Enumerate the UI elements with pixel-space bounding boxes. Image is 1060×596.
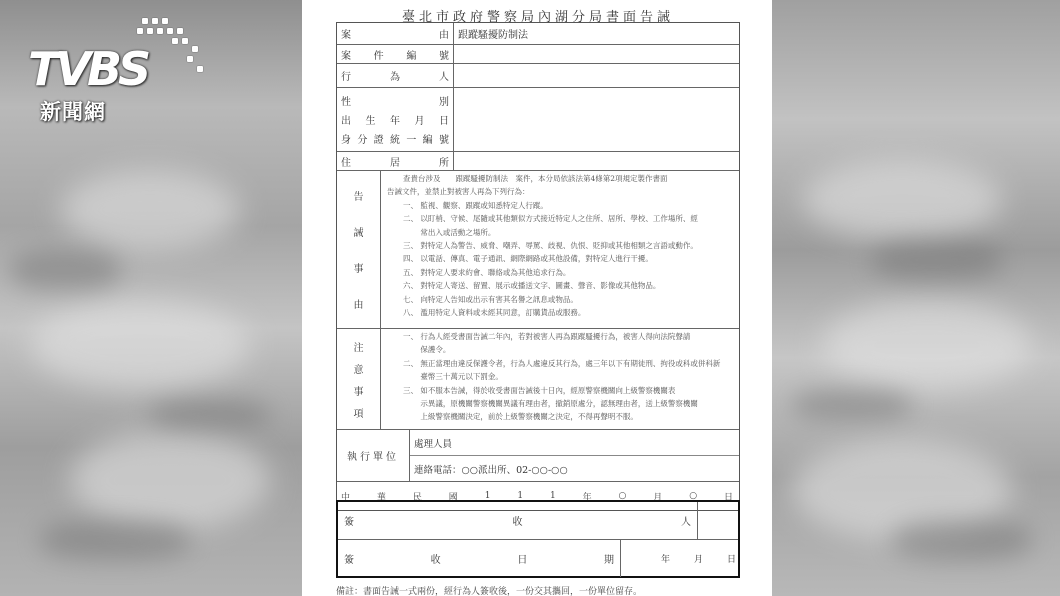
blurred-background-right — [772, 0, 1060, 596]
reason-item: 八、 濫用特定人資料或未經其同意，訂購貨品或服務。 — [403, 308, 586, 318]
notice-item: 示異議，原機關警察機關異議有理由者，撤銷原處分，認無理由者，送上級警察機關 — [403, 399, 698, 409]
blurred-background-left — [0, 0, 302, 596]
field-label: 住 居 所 — [337, 152, 454, 170]
field-row-case-reason — [337, 23, 739, 45]
exec-unit-body — [410, 430, 739, 481]
field-label-birthdate: 出 生 年 月 日 — [341, 116, 449, 127]
notice-item: 保護令。 — [403, 345, 451, 355]
receive-date-row — [338, 540, 738, 577]
notice-item: 三、 如不服本告誡，得於收受書面告誡後十日內，經原警察機關向上級警察機關表 — [403, 385, 676, 395]
logo-subtitle: 新聞網 — [40, 100, 106, 124]
exec-person: 處理人員 — [410, 430, 739, 456]
reason-item: 四、 以電話、傳真、電子通訊、網際網路或其他設備，對特定人進行干擾。 — [403, 254, 653, 264]
receive-date-label: 簽 收 日 期 — [338, 540, 621, 577]
reason-intro: 告誡文件，並禁止對被害人再為下列行為： — [387, 187, 530, 197]
warning-document — [302, 0, 772, 596]
field-label: 行 為 人 — [337, 64, 454, 87]
reason-item: 一、 監視、觀察、跟蹤或知悉特定人行蹤。 — [403, 200, 548, 210]
reason-item: 六、 對特定人寄送、留置、展示或播送文字、圖畫、聲音、影像或其他物品。 — [403, 281, 661, 291]
reason-item: 五、 對特定人要求約會、聯絡或為其他追求行為。 — [403, 267, 571, 277]
field-label-group — [337, 88, 454, 151]
exec-unit-label: 執行單位 — [337, 430, 410, 481]
field-value: 跟蹤騷擾防制法 — [458, 30, 528, 41]
field-label-id-number: 身 分 證 統 一 編 號 — [341, 135, 449, 146]
field-row-case-number — [337, 45, 739, 64]
field-row-residence — [337, 152, 739, 171]
reason-item: 二、 以盯梢、守候、尾隨或其他類似方式接近特定人之住所、居所、學校、工作場所、經 — [403, 214, 698, 224]
notice-item: 上級警察機關決定，前於上級警察機關之決定，不得再聲明不服。 — [403, 412, 638, 422]
reason-section — [337, 171, 739, 329]
field-label-gender: 性 別 — [341, 97, 449, 108]
notice-label: 注 意 事 項 — [337, 329, 381, 429]
notice-item: 一、 行為人經受書面告誡二年內，若對被害人再為跟蹤騷擾行為，被害人得向法院聲請 — [403, 332, 691, 341]
footnote: 備註：書面告誡一式兩份，經行為人簽收後，一份交其攜回，一份單位留存。 — [336, 587, 643, 596]
field-value — [454, 64, 739, 87]
notice-section — [337, 329, 739, 430]
form-table — [336, 22, 740, 511]
reason-item: 三、 對特定人為警告、威脅、嘲弄、辱罵、歧視、仇恨、貶抑或其他相類之言語或動作。 — [403, 241, 698, 251]
signature-box — [336, 500, 740, 578]
reason-label: 告 誡 事 由 — [337, 171, 381, 328]
reason-item: 七、 向特定人告知或出示有害其名譽之訊息或物品。 — [403, 294, 578, 304]
receiver-label: 簽 收 人 — [338, 502, 698, 539]
notice-body — [381, 329, 739, 429]
field-label: 案 由 — [337, 23, 454, 44]
field-value — [454, 152, 739, 170]
notice-item: 二、 無正當理由違反保護令者，行為人處違反其行為，處三年以下有期徒刑、拘役或科或併科新 — [403, 358, 721, 368]
tvbs-logo — [24, 16, 214, 126]
notice-item: 臺幣三十萬元以下罰金。 — [403, 372, 503, 382]
receiver-signature-field[interactable] — [698, 502, 738, 539]
exec-phone: 連絡電話：○○派出所、02-○○-○○ — [414, 464, 568, 476]
exec-unit-section — [337, 430, 739, 482]
field-value — [454, 45, 739, 63]
field-label: 案 件 編 號 — [337, 45, 454, 63]
issue-date: 中 華 民 國 1 1 1 年 ○ 月 ○ 日 — [341, 491, 733, 503]
receiver-row — [338, 502, 738, 540]
reason-item: 常出入或活動之場所。 — [403, 227, 496, 237]
document-title: 臺北市政府警察局內湖分局書面告誡 — [401, 10, 674, 25]
field-value-group — [454, 88, 739, 151]
logo-wordmark: TVBS — [28, 42, 148, 96]
receive-date-value[interactable]: 年 月 日 — [660, 555, 738, 565]
field-row-offender — [337, 64, 739, 88]
reason-intro: 查貴台涉及 跟蹤騷擾防制法 案件，本分局依該法第4條第2項規定製作書面 — [403, 174, 668, 183]
reason-body — [381, 171, 739, 328]
field-group-identity — [337, 88, 739, 152]
